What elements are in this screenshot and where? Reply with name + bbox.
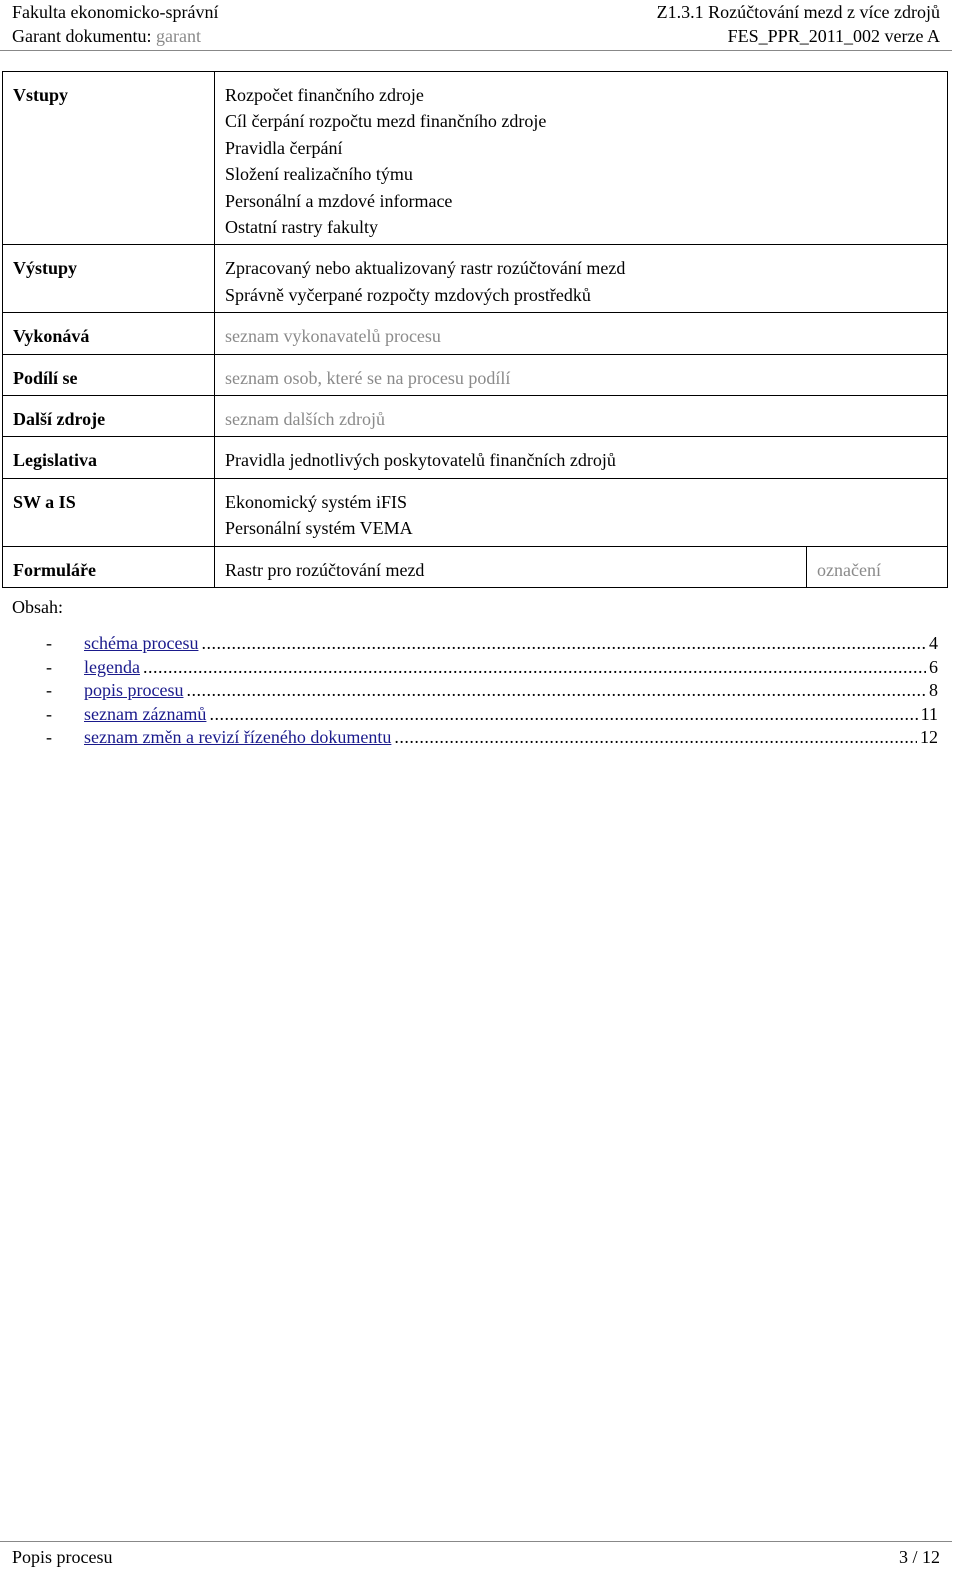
value-legislativa: Pravidla jednotlivých poskytovatelů finančních zdrojů	[215, 437, 948, 478]
vstupy-line: Ostatní rastry fakulty	[225, 217, 378, 238]
label-dalsi-zdroje: Další zdroje	[3, 396, 215, 437]
contents-title: Obsah:	[12, 597, 63, 617]
page-header	[12, 0, 940, 48]
document-title: Z1.3.1 Rozúčtování mezd z více zdrojů	[656, 2, 940, 22]
row-sw-is	[3, 478, 948, 546]
page-footer	[12, 1545, 940, 1569]
toc-link-schema-procesu[interactable]: schéma procesu	[84, 633, 199, 653]
row-formulare	[3, 546, 948, 587]
table-of-contents	[46, 632, 938, 750]
process-info-table	[2, 71, 948, 588]
toc-leader	[209, 703, 917, 727]
guarantor-label: Garant dokumentu:	[12, 26, 152, 46]
toc-item	[46, 703, 938, 727]
toc-leader	[186, 679, 926, 703]
row-podili	[3, 354, 948, 395]
guarantor-value: garant	[155, 26, 201, 46]
toc-dash: -	[46, 633, 52, 653]
vystupy-line: Správně vyčerpané rozpočty mzdových prostředků	[225, 284, 591, 305]
toc-link-seznam-zaznamu[interactable]: seznam záznamů	[84, 703, 207, 724]
footer-divider	[0, 1541, 952, 1542]
sw-is-line: Personální systém VEMA	[225, 518, 413, 539]
toc-page-number: 4	[929, 633, 938, 653]
row-vykonava	[3, 313, 948, 354]
row-vystupy	[3, 245, 948, 313]
toc-dash: -	[46, 727, 52, 747]
label-podili: Podílí se	[3, 354, 215, 395]
toc-link-seznam-zmen[interactable]: seznam změn a revizí řízeného dokumentu	[84, 727, 392, 747]
vstupy-line: Cíl čerpání rozpočtu mezd finančního zdroje	[225, 111, 547, 132]
row-legislativa	[3, 437, 948, 478]
toc-dash: -	[46, 680, 52, 700]
header-divider	[0, 50, 952, 51]
vstupy-line: Personální a mzdové informace	[225, 190, 453, 211]
label-legislativa: Legislativa	[3, 437, 215, 478]
faculty-name: Fakulta ekonomicko-správní	[12, 2, 219, 22]
document-code: FES_PPR_2011_002 verze A	[727, 26, 940, 46]
row-vstupy	[3, 72, 948, 245]
toc-page-number: 11	[920, 703, 938, 724]
vystupy-line: Zpracovaný nebo aktualizovaný rastr rozúčtování mezd	[225, 258, 626, 279]
guarantor	[12, 24, 201, 48]
value-vykonava: seznam vykonavatelů procesu	[215, 313, 948, 354]
toc-dash: -	[46, 656, 52, 677]
footer-page-counter: 3 / 12	[898, 1547, 940, 1567]
toc-leader	[143, 656, 926, 680]
toc-item	[46, 679, 938, 703]
value-dalsi-zdroje: seznam dalších zdrojů	[215, 396, 948, 437]
toc-dash: -	[46, 703, 52, 724]
toc-page-number: 6	[929, 656, 938, 677]
toc-item	[46, 632, 938, 656]
toc-leader	[394, 726, 917, 750]
sw-is-line: Ekonomický systém iFIS	[225, 491, 408, 512]
value-podili: seznam osob, které se na procesu podílí	[215, 354, 948, 395]
toc-link-popis-procesu[interactable]: popis procesu	[84, 680, 184, 700]
row-dalsi-zdroje	[3, 396, 948, 437]
header-row-2	[12, 24, 940, 48]
toc-page-number: 12	[920, 727, 938, 747]
label-vstupy: Vstupy	[3, 72, 215, 245]
vstupy-line: Složení realizačního týmu	[225, 164, 413, 185]
toc-link-legenda[interactable]: legenda	[84, 656, 140, 677]
toc-item	[46, 726, 938, 750]
value-vstupy	[215, 72, 948, 245]
vstupy-line: Pravidla čerpání	[225, 137, 343, 158]
value-sw-is	[215, 478, 948, 546]
formulare-code: označení	[807, 546, 948, 587]
value-vystupy	[215, 245, 948, 313]
toc-page-number: 8	[929, 680, 938, 700]
label-vykonava: Vykonává	[3, 313, 215, 354]
toc-leader	[201, 632, 926, 656]
value-formulare: Rastr pro rozúčtování mezd	[215, 546, 807, 587]
toc-item	[46, 656, 938, 680]
header-row-1	[12, 0, 940, 24]
label-vystupy: Výstupy	[3, 245, 215, 313]
label-sw-is: SW a IS	[3, 478, 215, 546]
label-formulare: Formuláře	[3, 546, 215, 587]
vstupy-line: Rozpočet finančního zdroje	[225, 85, 424, 105]
footer-section-name: Popis procesu	[12, 1547, 113, 1567]
